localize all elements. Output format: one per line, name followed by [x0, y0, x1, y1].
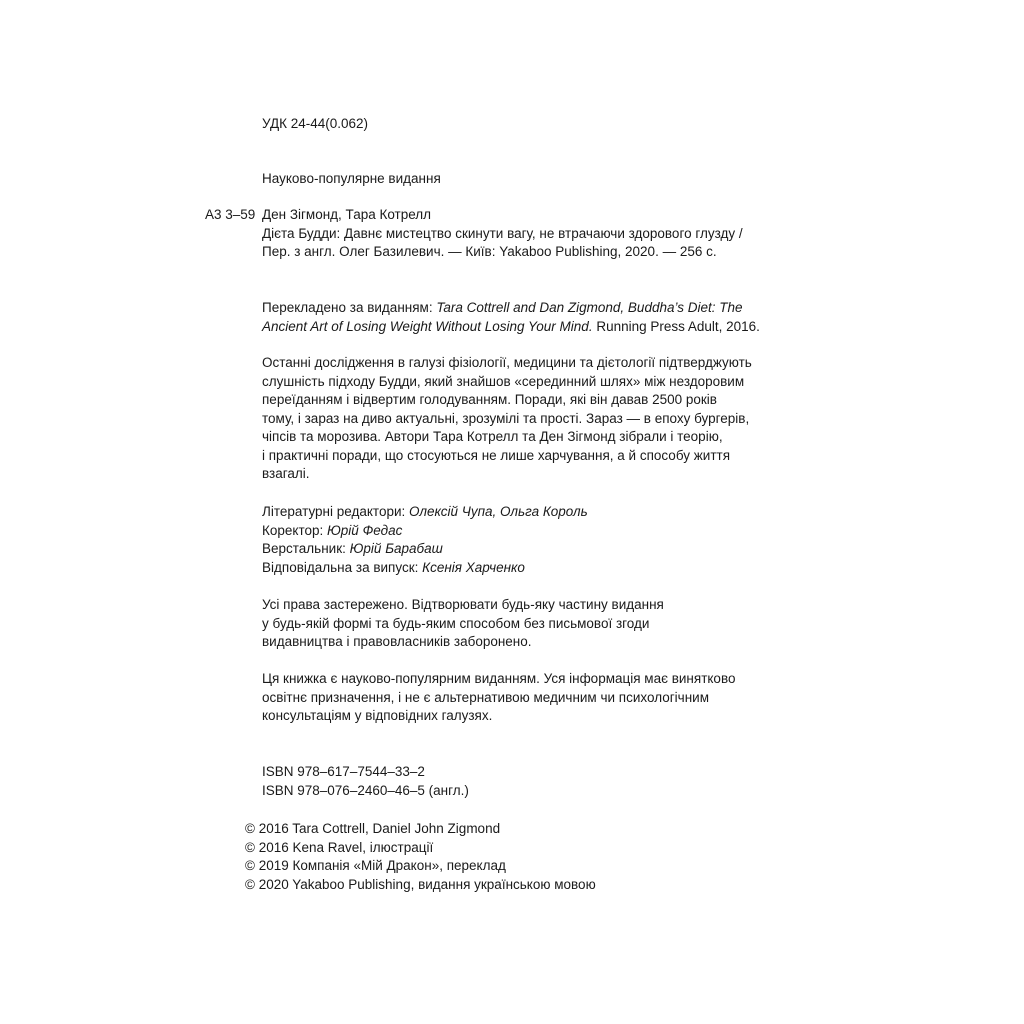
credit-line [262, 522, 802, 541]
credit-names: Олексій Чупа, Ольга Король [409, 504, 588, 519]
copyright-line: © 2019 Компанія «Мій Дракон», переклад [245, 858, 506, 873]
rights-line: видавництва і правовласників заборонено. [262, 634, 532, 649]
catalog-code: А3 3–59 [205, 207, 256, 222]
translated-from-prefix: Перекладено за виданням: [262, 300, 437, 315]
copyright-line: © 2016 Kena Ravel, ілюстрації [245, 839, 434, 855]
disclaimer-line: Ця книжка є науково-популярним виданням. Уся інформація має винятково [262, 671, 736, 686]
copyright-block [245, 820, 805, 894]
catalog-line: Ден Зігмонд, Тара Котрелл [262, 207, 432, 222]
credit-names: Ксенія Харченко [422, 559, 525, 575]
udk-code [262, 115, 802, 134]
disclaimer-line: консультаціям у відповідних галузях. [262, 708, 493, 723]
translated-from-line [262, 299, 802, 318]
rights-notice [262, 596, 802, 652]
genre-line: Науково-популярне видання [262, 171, 441, 186]
rights-line: у будь-якій формі та будь-яким способом без письмової згоди [262, 615, 650, 631]
credit-line [262, 559, 802, 578]
disclaimer [262, 670, 802, 726]
credit-line [262, 503, 802, 522]
isbn-line: ISBN 978–076–2460–46–5 (англ.) [262, 782, 469, 798]
translated-from-line [262, 318, 802, 337]
description-line: тому, і зараз на диво актуальні, зрозумілі та прості. Зараз — в епоху бургерів, [262, 410, 750, 426]
description-line: Останні дослідження в галузі фізіології, медицини та дієтології підтверджують [262, 355, 752, 370]
description-line: слушність підходу Будди, який знайшов «серединний шлях» між нездоровим [262, 373, 745, 389]
credit-names: Юрій Федас [327, 522, 403, 538]
credit-role: Коректор: [262, 522, 327, 538]
catalog-entry [262, 206, 802, 262]
description-line: чіпсів та морозива. Автори Тара Котрелл та Ден Зігмонд зібрали і теорію, [262, 429, 723, 444]
copyright-line: © 2020 Yakaboo Publishing, видання українською мовою [245, 876, 596, 892]
translated-from-suffix: Running Press Adult, 2016. [592, 318, 760, 334]
credit-names: Юрій Барабаш [349, 541, 443, 556]
credits [262, 503, 802, 577]
translated-from [262, 299, 802, 336]
description-line: переїданням і відвертим голодуванням. Поради, які він давав 2500 років [262, 392, 717, 407]
genre-label [262, 170, 802, 189]
description-line: і практичні поради, що стосуються не лише харчування, а й способу життя [262, 447, 730, 463]
catalog-line: Пер. з англ. Олег Базилевич. — Київ: Yakaboo Publishing, 2020. — 256 с. [262, 244, 717, 259]
copyright-line: © 2016 Tara Cottrell, Daniel John Zigmond [245, 821, 501, 836]
original-title-part1: Tara Cottrell and Dan Zigmond, Buddha’s Diet: The [436, 300, 743, 315]
catalog-line: Дієта Будди: Давнє мистецтво скинути вагу, не втрачаючи здорового глузду / [262, 225, 743, 241]
credit-role: Літературні редактори: [262, 504, 410, 519]
description [262, 354, 802, 484]
credit-role: Відповідальна за випуск: [262, 559, 423, 575]
disclaimer-line: освітнє призначення, і не є альтернативою медичним чи психологічним [262, 689, 709, 705]
udk-line: УДК 24-44(0.062) [262, 116, 369, 131]
isbn-block [262, 763, 802, 800]
description-line: взагалі. [262, 466, 310, 481]
credit-line [262, 540, 802, 559]
rights-line: Усі права застережено. Відтворювати будь-яку частину видання [262, 597, 664, 612]
isbn-line: ISBN 978–617–7544–33–2 [262, 764, 425, 779]
credit-role: Верстальник: [262, 541, 350, 556]
original-title-part2: Ancient Art of Losing Weight Without Losing Your Mind. [262, 318, 593, 334]
